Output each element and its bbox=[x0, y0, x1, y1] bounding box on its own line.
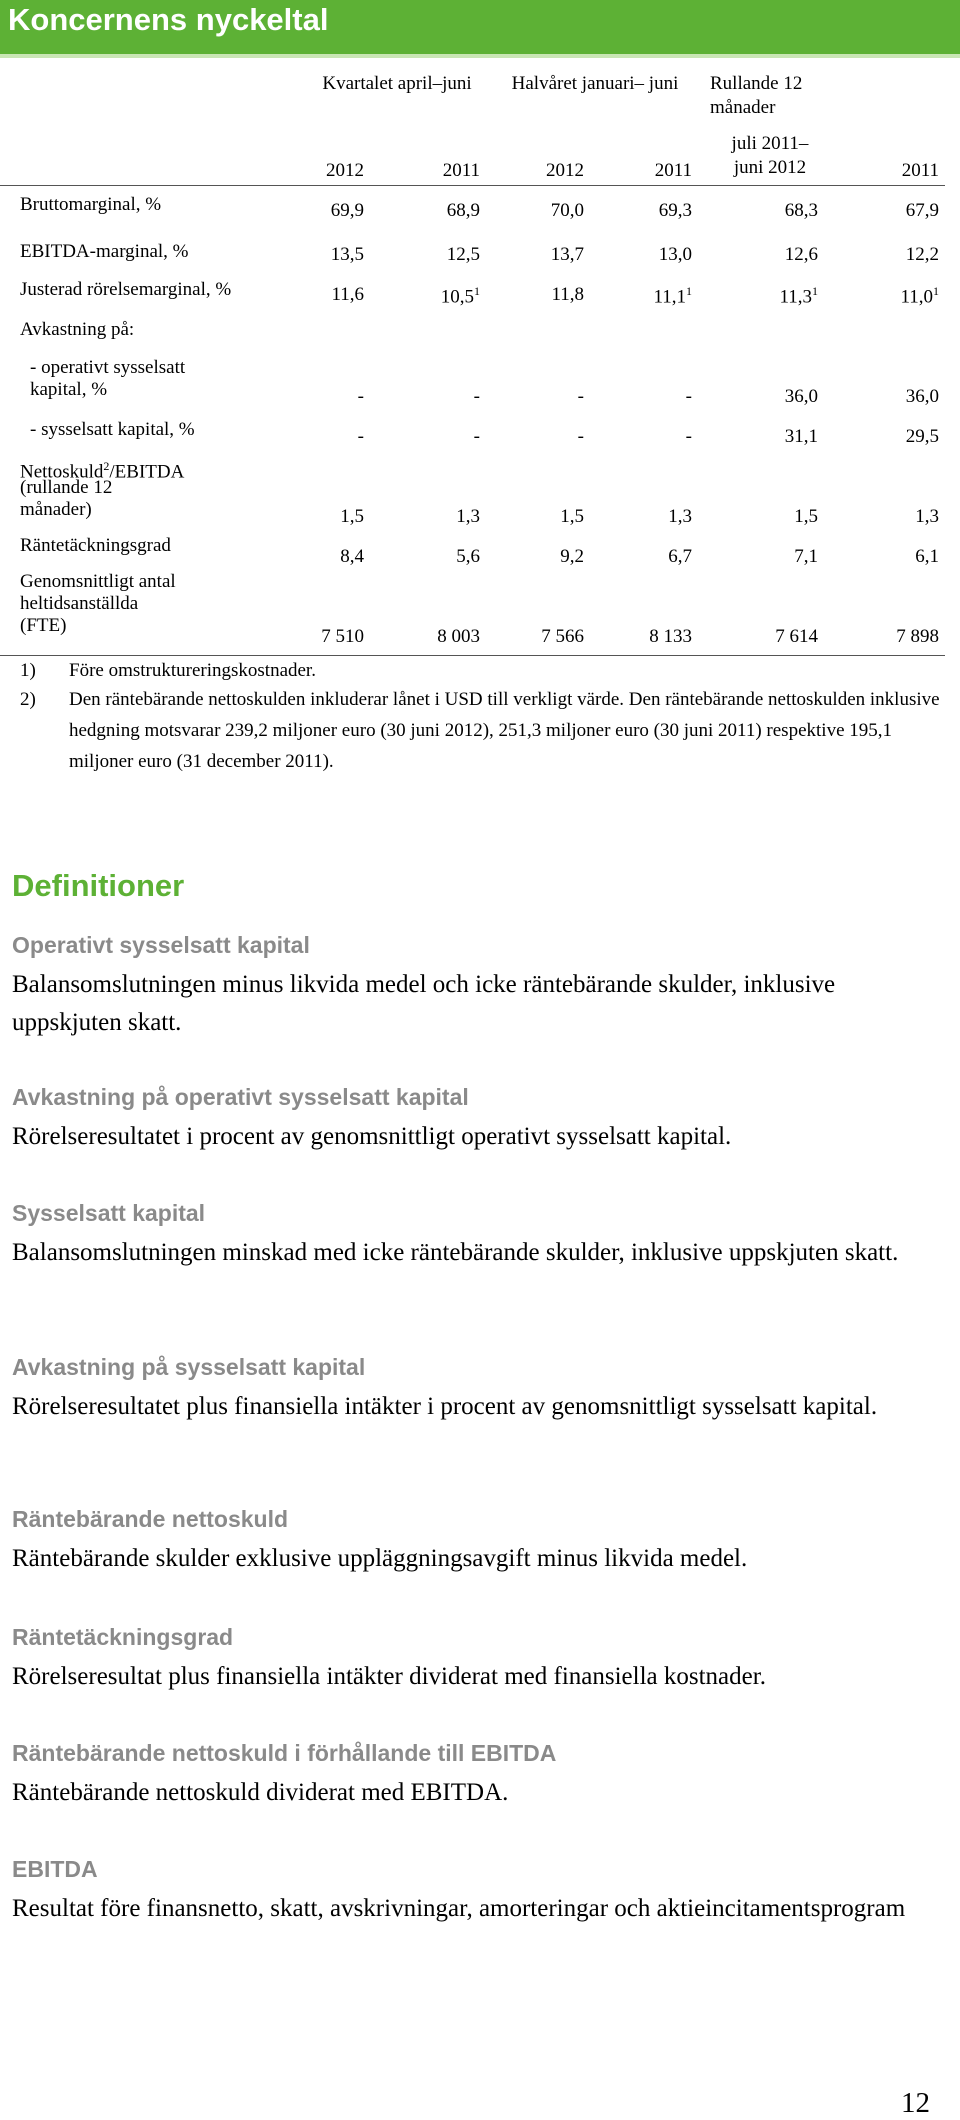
header-quarter: Kvartalet april–juni bbox=[322, 73, 472, 94]
cell-value: 7 566 bbox=[541, 626, 584, 647]
table-cell bbox=[254, 244, 364, 266]
cell-value: 12,2 bbox=[905, 244, 939, 265]
table-cell bbox=[708, 626, 818, 648]
footnote-number: 2) bbox=[20, 689, 36, 710]
row-label: Justerad rörelsemarginal, % bbox=[20, 279, 232, 300]
table-cell bbox=[582, 386, 692, 408]
table-cell bbox=[829, 506, 939, 528]
cell-value: 8 133 bbox=[649, 626, 692, 647]
header-divider bbox=[0, 185, 945, 186]
table-cell bbox=[370, 284, 480, 308]
cell-value: 6,7 bbox=[668, 546, 692, 567]
table-cell bbox=[708, 506, 818, 528]
table-cell bbox=[254, 506, 364, 528]
cell-value: 1,3 bbox=[915, 506, 939, 527]
row-label-part: Nettoskuld bbox=[20, 461, 104, 483]
cell-value: 13,7 bbox=[550, 244, 584, 265]
table-cell bbox=[708, 200, 818, 222]
header-halfyear: Halvåret januari– juni bbox=[511, 73, 679, 94]
definition-term: Operativt sysselsatt kapital bbox=[12, 932, 310, 958]
row-label: Avkastning på: bbox=[20, 319, 135, 340]
table-cell bbox=[829, 200, 939, 222]
footnote-ref: 1 bbox=[933, 284, 939, 298]
cell-value: 9,2 bbox=[560, 546, 584, 567]
definition-text: Rörelseresultatet plus finansiella intäkter i procent av genomsnittligt sysselsatt kapital. bbox=[12, 1393, 878, 1420]
table-cell bbox=[254, 386, 364, 408]
definition-term: Räntebärande nettoskuld bbox=[12, 1506, 289, 1532]
table-cell bbox=[829, 284, 939, 308]
table-cell bbox=[474, 506, 584, 528]
footnote-text: Före omstruktureringskostnader. bbox=[69, 660, 316, 681]
table-cell bbox=[582, 546, 692, 568]
table-cell bbox=[370, 244, 480, 266]
row-label: Räntetäckningsgrad bbox=[20, 535, 171, 556]
cell-value: 7 510 bbox=[321, 626, 364, 647]
cell-value: 1,3 bbox=[456, 506, 480, 527]
table-cell bbox=[708, 244, 818, 266]
year-header-rolling: juli 2011– juni 2012 bbox=[731, 133, 809, 178]
definition-text: Räntebärande nettoskuld dividerat med EBITDA. bbox=[12, 1779, 509, 1806]
year-header: 2012 bbox=[326, 160, 364, 181]
cell-value: - bbox=[685, 426, 692, 447]
table-cell bbox=[708, 426, 818, 448]
row-label: - operativt sysselsatt bbox=[30, 357, 186, 378]
cell-value: 7 898 bbox=[896, 626, 939, 647]
table-cell bbox=[474, 200, 584, 222]
footnote-ref: 1 bbox=[812, 284, 818, 298]
title-stripe bbox=[0, 54, 960, 58]
definition-text: Resultat före finansnetto, skatt, avskrivningar, amorteringar och aktieincitamentsprogram bbox=[12, 1895, 906, 1922]
header-rolling: Rullande 12 månader bbox=[710, 73, 803, 118]
cell-value: 1,5 bbox=[794, 506, 818, 527]
cell-value: - bbox=[577, 386, 584, 407]
year-header: 2011 bbox=[654, 160, 692, 181]
table-cell bbox=[474, 284, 584, 306]
footnote-number: 1) bbox=[20, 660, 36, 681]
definition-term: Sysselsatt kapital bbox=[12, 1200, 206, 1226]
table-cell bbox=[370, 200, 480, 222]
cell-value: 6,1 bbox=[915, 546, 939, 567]
cell-value: 8,4 bbox=[340, 546, 364, 567]
cell-value: 7,1 bbox=[794, 546, 818, 567]
cell-value: 7 614 bbox=[775, 626, 818, 647]
cell-value: - bbox=[577, 426, 584, 447]
cell-value: 11,3 bbox=[779, 286, 812, 308]
year-header: 2011 bbox=[442, 160, 480, 181]
table-cell bbox=[254, 284, 364, 306]
table-cell bbox=[582, 626, 692, 648]
year-header: 2012 bbox=[546, 160, 584, 181]
cell-value: 13,0 bbox=[658, 244, 692, 265]
table-cell bbox=[474, 546, 584, 568]
table-cell bbox=[474, 426, 584, 448]
footnote-ref: 1 bbox=[686, 284, 692, 298]
table-cell bbox=[474, 386, 584, 408]
cell-value: 12,6 bbox=[784, 244, 818, 265]
table-cell bbox=[254, 426, 364, 448]
cell-value: 69,3 bbox=[658, 200, 692, 221]
row-label-line: (rullande 12 bbox=[20, 477, 113, 498]
table-cell bbox=[254, 200, 364, 222]
cell-value: 11,6 bbox=[331, 284, 364, 305]
cell-value: 5,6 bbox=[456, 546, 480, 567]
definition-text: Balansomslutningen minus likvida medel och icke räntebärande skulder, inklusive uppskjuten skatt. bbox=[12, 971, 836, 1036]
table-cell bbox=[370, 426, 480, 448]
definition-text: Rörelseresultatet i procent av genomsnittligt operativt sysselsatt kapital. bbox=[12, 1123, 732, 1150]
definition-term: Räntetäckningsgrad bbox=[12, 1624, 234, 1650]
title-bar bbox=[0, 0, 960, 58]
cell-value: 67,9 bbox=[905, 200, 939, 221]
table-cell bbox=[829, 546, 939, 568]
table-cell bbox=[254, 546, 364, 568]
cell-value: 11,0 bbox=[900, 286, 933, 308]
row-label-part: /EBITDA bbox=[109, 461, 185, 483]
cell-value: 11,8 bbox=[551, 284, 584, 305]
definition-term: Avkastning på operativt sysselsatt kapital bbox=[12, 1084, 469, 1110]
table-cell bbox=[474, 626, 584, 648]
cell-value: 12,5 bbox=[446, 244, 480, 265]
cell-value: 13,5 bbox=[330, 244, 364, 265]
cell-value: - bbox=[685, 386, 692, 407]
definition-term: Avkastning på sysselsatt kapital bbox=[12, 1354, 366, 1380]
table-cell bbox=[582, 506, 692, 528]
cell-value: 70,0 bbox=[550, 200, 584, 221]
definition-text: Rörelseresultat plus finansiella intäkter dividerat med finansiella kostnader. bbox=[12, 1663, 766, 1690]
table-cell bbox=[370, 626, 480, 648]
definition-text: Räntebärande skulder exklusive uppläggningsavgift minus likvida medel. bbox=[12, 1545, 748, 1572]
year-header: 2011 bbox=[901, 160, 939, 181]
row-label-superscript: 2 bbox=[103, 459, 110, 473]
row-label: EBITDA-marginal, % bbox=[20, 241, 189, 262]
table-cell bbox=[829, 626, 939, 648]
table-cell bbox=[829, 244, 939, 266]
table-cell bbox=[582, 426, 692, 448]
table-cell bbox=[370, 386, 480, 408]
cell-value: 31,1 bbox=[784, 426, 818, 447]
cell-value: 8 003 bbox=[437, 626, 480, 647]
cell-value: 29,5 bbox=[905, 426, 939, 447]
cell-value: - bbox=[357, 386, 364, 407]
table-cell bbox=[370, 546, 480, 568]
cell-value: 1,5 bbox=[340, 506, 364, 527]
definition-term: EBITDA bbox=[12, 1856, 98, 1882]
cell-value: 1,3 bbox=[668, 506, 692, 527]
table-cell bbox=[708, 284, 818, 308]
page-number: 12 bbox=[901, 2087, 930, 2119]
row-label-line: (FTE) bbox=[20, 615, 67, 636]
table-cell bbox=[254, 626, 364, 648]
row-label-line: månader) bbox=[20, 499, 92, 520]
table-cell bbox=[829, 426, 939, 448]
table-cell bbox=[582, 244, 692, 266]
table-cell bbox=[582, 284, 692, 308]
footnote-ref: 1 bbox=[474, 284, 480, 298]
cell-value: 11,1 bbox=[653, 286, 686, 308]
cell-value: 69,9 bbox=[330, 200, 364, 221]
row-label-line: heltidsanställda bbox=[20, 593, 139, 614]
table-cell bbox=[582, 200, 692, 222]
table-cell bbox=[474, 244, 584, 266]
row-label: Bruttomarginal, % bbox=[20, 194, 162, 215]
cell-value: 1,5 bbox=[560, 506, 584, 527]
footnote-text: Den räntebärande nettoskulden inkluderar lånet i USD till verkligt värde. Den räntebärande nettoskulden inklusive hedgning motsvarar 239,2 miljoner euro (30 juni 2012), 251,3 miljoner euro (30 juni 2011) respektive 195,1 miljoner euro (31 december 2011). bbox=[69, 689, 940, 772]
cell-value: - bbox=[357, 426, 364, 447]
row-label: Genomsnittligt antal bbox=[20, 571, 176, 592]
row-label-line: kapital, % bbox=[30, 379, 108, 400]
definition-term: Räntebärande nettoskuld i förhållande till EBITDA bbox=[12, 1740, 557, 1766]
row-label: - sysselsatt kapital, % bbox=[30, 419, 195, 440]
table-cell bbox=[829, 386, 939, 408]
table-cell bbox=[708, 386, 818, 408]
table-cell bbox=[370, 506, 480, 528]
cell-value: 36,0 bbox=[905, 386, 939, 407]
cell-value: - bbox=[473, 426, 480, 447]
cell-value: 68,9 bbox=[446, 200, 480, 221]
page-title: Koncernens nyckeltal bbox=[8, 2, 329, 37]
table-cell bbox=[708, 546, 818, 568]
cell-value: 36,0 bbox=[784, 386, 818, 407]
cell-value: 10,5 bbox=[440, 286, 474, 308]
cell-value: - bbox=[473, 386, 480, 407]
definition-text: Balansomslutningen minskad med icke räntebärande skulder, inklusive uppskjuten skatt. bbox=[12, 1239, 899, 1266]
footnote-2 bbox=[20, 684, 940, 784]
cell-value: 68,3 bbox=[784, 200, 818, 221]
definitions-title: Definitioner bbox=[12, 868, 185, 903]
